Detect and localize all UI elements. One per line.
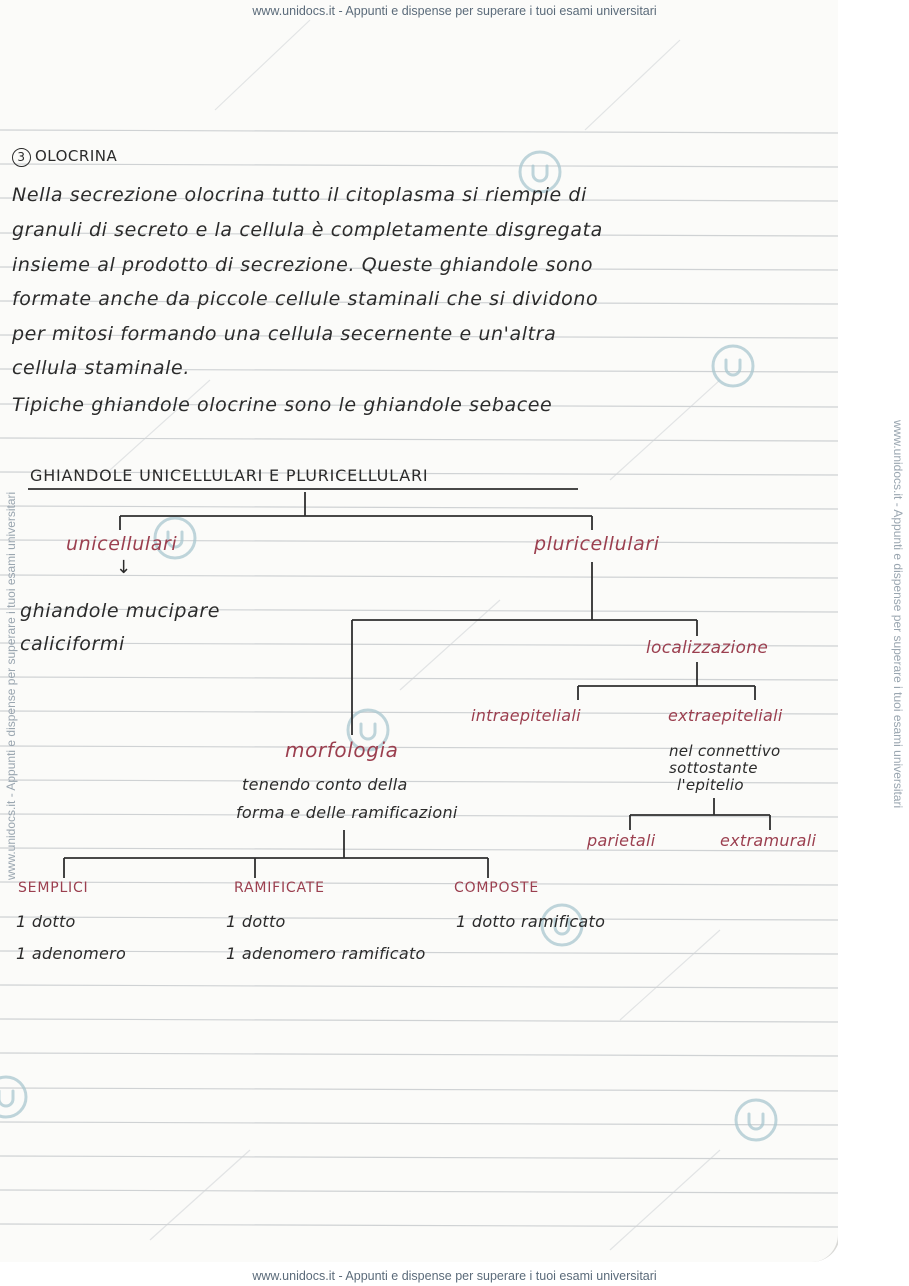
extraepithelial-label: extraepiteliali: [668, 706, 783, 725]
paragraph-line: per mitosi formando una cellula secernente e un'altra: [12, 323, 557, 345]
intraepithelial-label: intraepiteliali: [471, 706, 581, 725]
morphology-label: morfologia: [285, 738, 399, 762]
paragraph-line: insieme al prodotto di secrezione. Queste ghiandole sono: [12, 254, 594, 276]
paragraph-line: Tipiche ghiandole olocrine sono le ghiandole sebacee: [12, 394, 553, 416]
unicellular-label: unicellulari: [66, 533, 178, 555]
simple-detail: 1 dotto: [16, 912, 76, 931]
footer-watermark: www.unidocs.it - Appunti e dispense per superare i tuoi esami universitari: [252, 1269, 657, 1283]
header-watermark: www.unidocs.it - Appunti e dispense per superare i tuoi esami universitari: [252, 4, 657, 18]
diagram-title: GHIANDOLE UNICELLULARI E PLURICELLULARI: [30, 466, 429, 485]
paragraph-line: cellula staminale.: [12, 357, 190, 379]
parietal-label: parietali: [587, 831, 656, 850]
extra-description: l'epitelio: [677, 776, 744, 794]
paragraph-line: Nella secrezione olocrina tutto il citoplasma si riempie di: [12, 184, 587, 206]
left-side-watermark: www.unidocs.it - Appunti e dispense per superare i tuoi esami universitari: [4, 491, 18, 880]
unicellular-example: caliciformi: [20, 633, 125, 655]
extra-description: sottostante: [669, 759, 758, 777]
branched-label: RAMIFICATE: [234, 880, 325, 896]
section-title: OLOCRINA: [35, 147, 118, 165]
localization-label: localizzazione: [646, 638, 769, 658]
morphology-description: tenendo conto della: [242, 775, 408, 794]
paragraph-line: granuli di secreto e la cellula è completamente disgregata: [12, 219, 603, 241]
right-side-watermark: www.unidocs.it - Appunti e dispense per superare i tuoi esami universitari: [891, 420, 905, 809]
paragraph-line: formate anche da piccole cellule staminali che si dividono: [12, 288, 599, 310]
simple-label: SEMPLICI: [18, 880, 89, 896]
arrow-down-icon: ↓: [116, 557, 132, 578]
section-number: 3: [12, 148, 31, 167]
unicellular-example: ghiandole mucipare: [20, 600, 221, 622]
compound-label: COMPOSTE: [454, 880, 540, 896]
branched-detail: 1 dotto: [226, 912, 286, 931]
extramural-label: extramurali: [720, 831, 817, 850]
branched-detail: 1 adenomero ramificato: [226, 944, 426, 963]
compound-detail: 1 dotto ramificato: [456, 912, 606, 931]
extra-description: nel connettivo: [669, 742, 781, 760]
pluricellular-label: pluricellulari: [534, 533, 660, 555]
morphology-description: forma e delle ramificazioni: [236, 803, 458, 822]
simple-detail: 1 adenomero: [16, 944, 127, 963]
